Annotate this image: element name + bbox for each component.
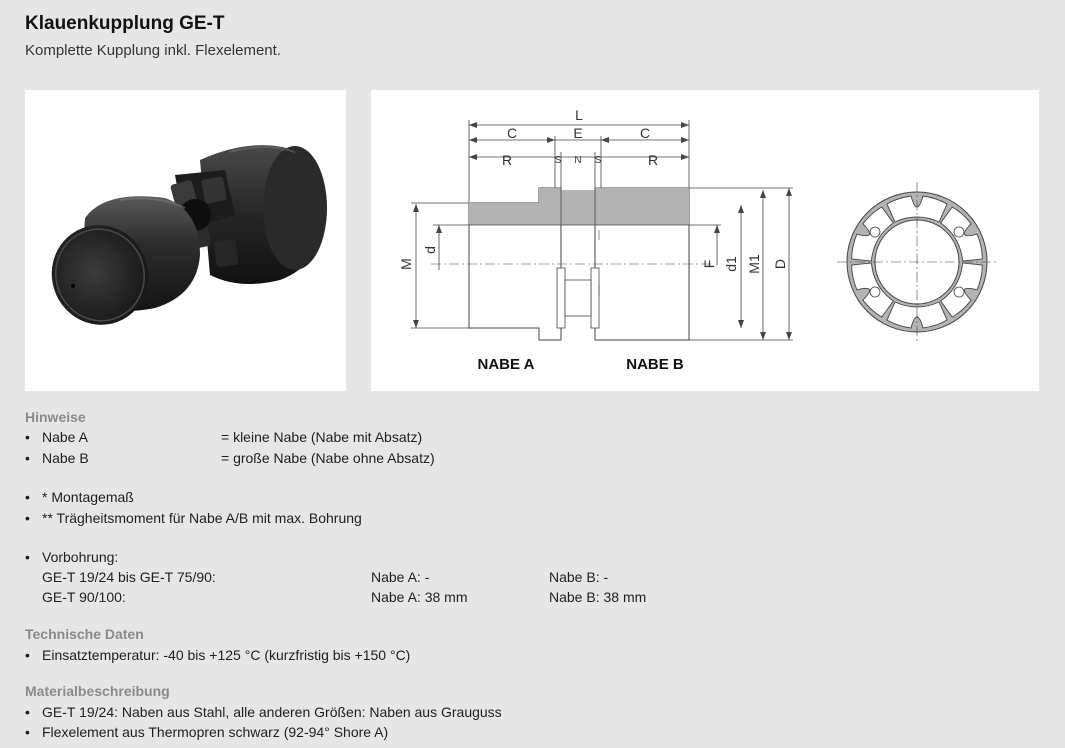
dim-label-R-left: R <box>501 152 513 168</box>
dim-label-E: E <box>573 125 583 141</box>
page-title: Klauenkupplung GE-T <box>25 13 225 34</box>
nabe-b-term: • Nabe B <box>42 450 89 466</box>
dim-label-d1: d1 <box>723 256 739 272</box>
vorbohrung-row2-nabe-a: Nabe A: 38 mm <box>371 589 468 605</box>
dim-label-D: D <box>772 258 788 270</box>
vorbohrung-row1-label: GE-T 19/24 bis GE-T 75/90: <box>42 569 216 585</box>
dim-label-R-right: R <box>647 152 659 168</box>
dim-label-S-right: S <box>594 155 602 166</box>
dim-label-C-left: C <box>506 125 518 141</box>
einsatztemperatur: • Einsatztemperatur: -40 bis +125 °C (kurzfristig bis +150 °C) <box>42 647 410 663</box>
coupling-photo-illustration <box>25 90 346 391</box>
nabe-a-term: • Nabe A <box>42 429 88 445</box>
montage-note: • * Montagemaß <box>42 489 134 505</box>
nabe-a-definition: = kleine Nabe (Nabe mit Absatz) <box>221 429 423 445</box>
dim-label-C-right: C <box>639 125 651 141</box>
hinweise-heading: Hinweise <box>25 409 86 425</box>
vorbohrung-row1-nabe-b: Nabe B: - <box>549 569 609 585</box>
material-item-1: • GE-T 19/24: Naben aus Stahl, alle anderen Größen: Naben aus Grauguss <box>42 704 502 720</box>
page-subtitle: Komplette Kupplung inkl. Flexelement. <box>25 42 281 59</box>
dim-label-L: L <box>575 107 583 123</box>
vorbohrung-row1-nabe-a: Nabe A: - <box>371 569 430 585</box>
traegheit-note: • ** Trägheitsmoment für Nabe A/B mit max. Bohrung <box>42 510 362 526</box>
dim-label-M1: M1 <box>746 254 762 274</box>
dimension-drawing <box>371 90 1039 391</box>
technische-daten-heading: Technische Daten <box>25 626 144 642</box>
dim-label-N: N <box>574 155 582 166</box>
nabe-b-definition: = große Nabe (Nabe ohne Absatz) <box>221 450 435 466</box>
product-photo <box>25 90 346 391</box>
dim-label-S-left: S <box>554 155 562 166</box>
vorbohrung-row2-nabe-b: Nabe B: 38 mm <box>549 589 647 605</box>
vorbohrung-label: • Vorbohrung: <box>42 549 118 565</box>
materialbeschreibung-heading: Materialbeschreibung <box>25 683 170 699</box>
vorbohrung-row2-label: GE-T 90/100: <box>42 589 126 605</box>
nabe-a-label: NABE A <box>477 356 535 373</box>
technical-drawing <box>371 90 1039 391</box>
nabe-b-label: NABE B <box>626 356 684 373</box>
dim-label-M: M <box>398 258 414 270</box>
material-item-2: • Flexelement aus Thermopren schwarz (92-94° Shore A) <box>42 724 388 740</box>
dim-label-F: F <box>701 259 717 269</box>
dim-label-d: d <box>422 246 438 254</box>
